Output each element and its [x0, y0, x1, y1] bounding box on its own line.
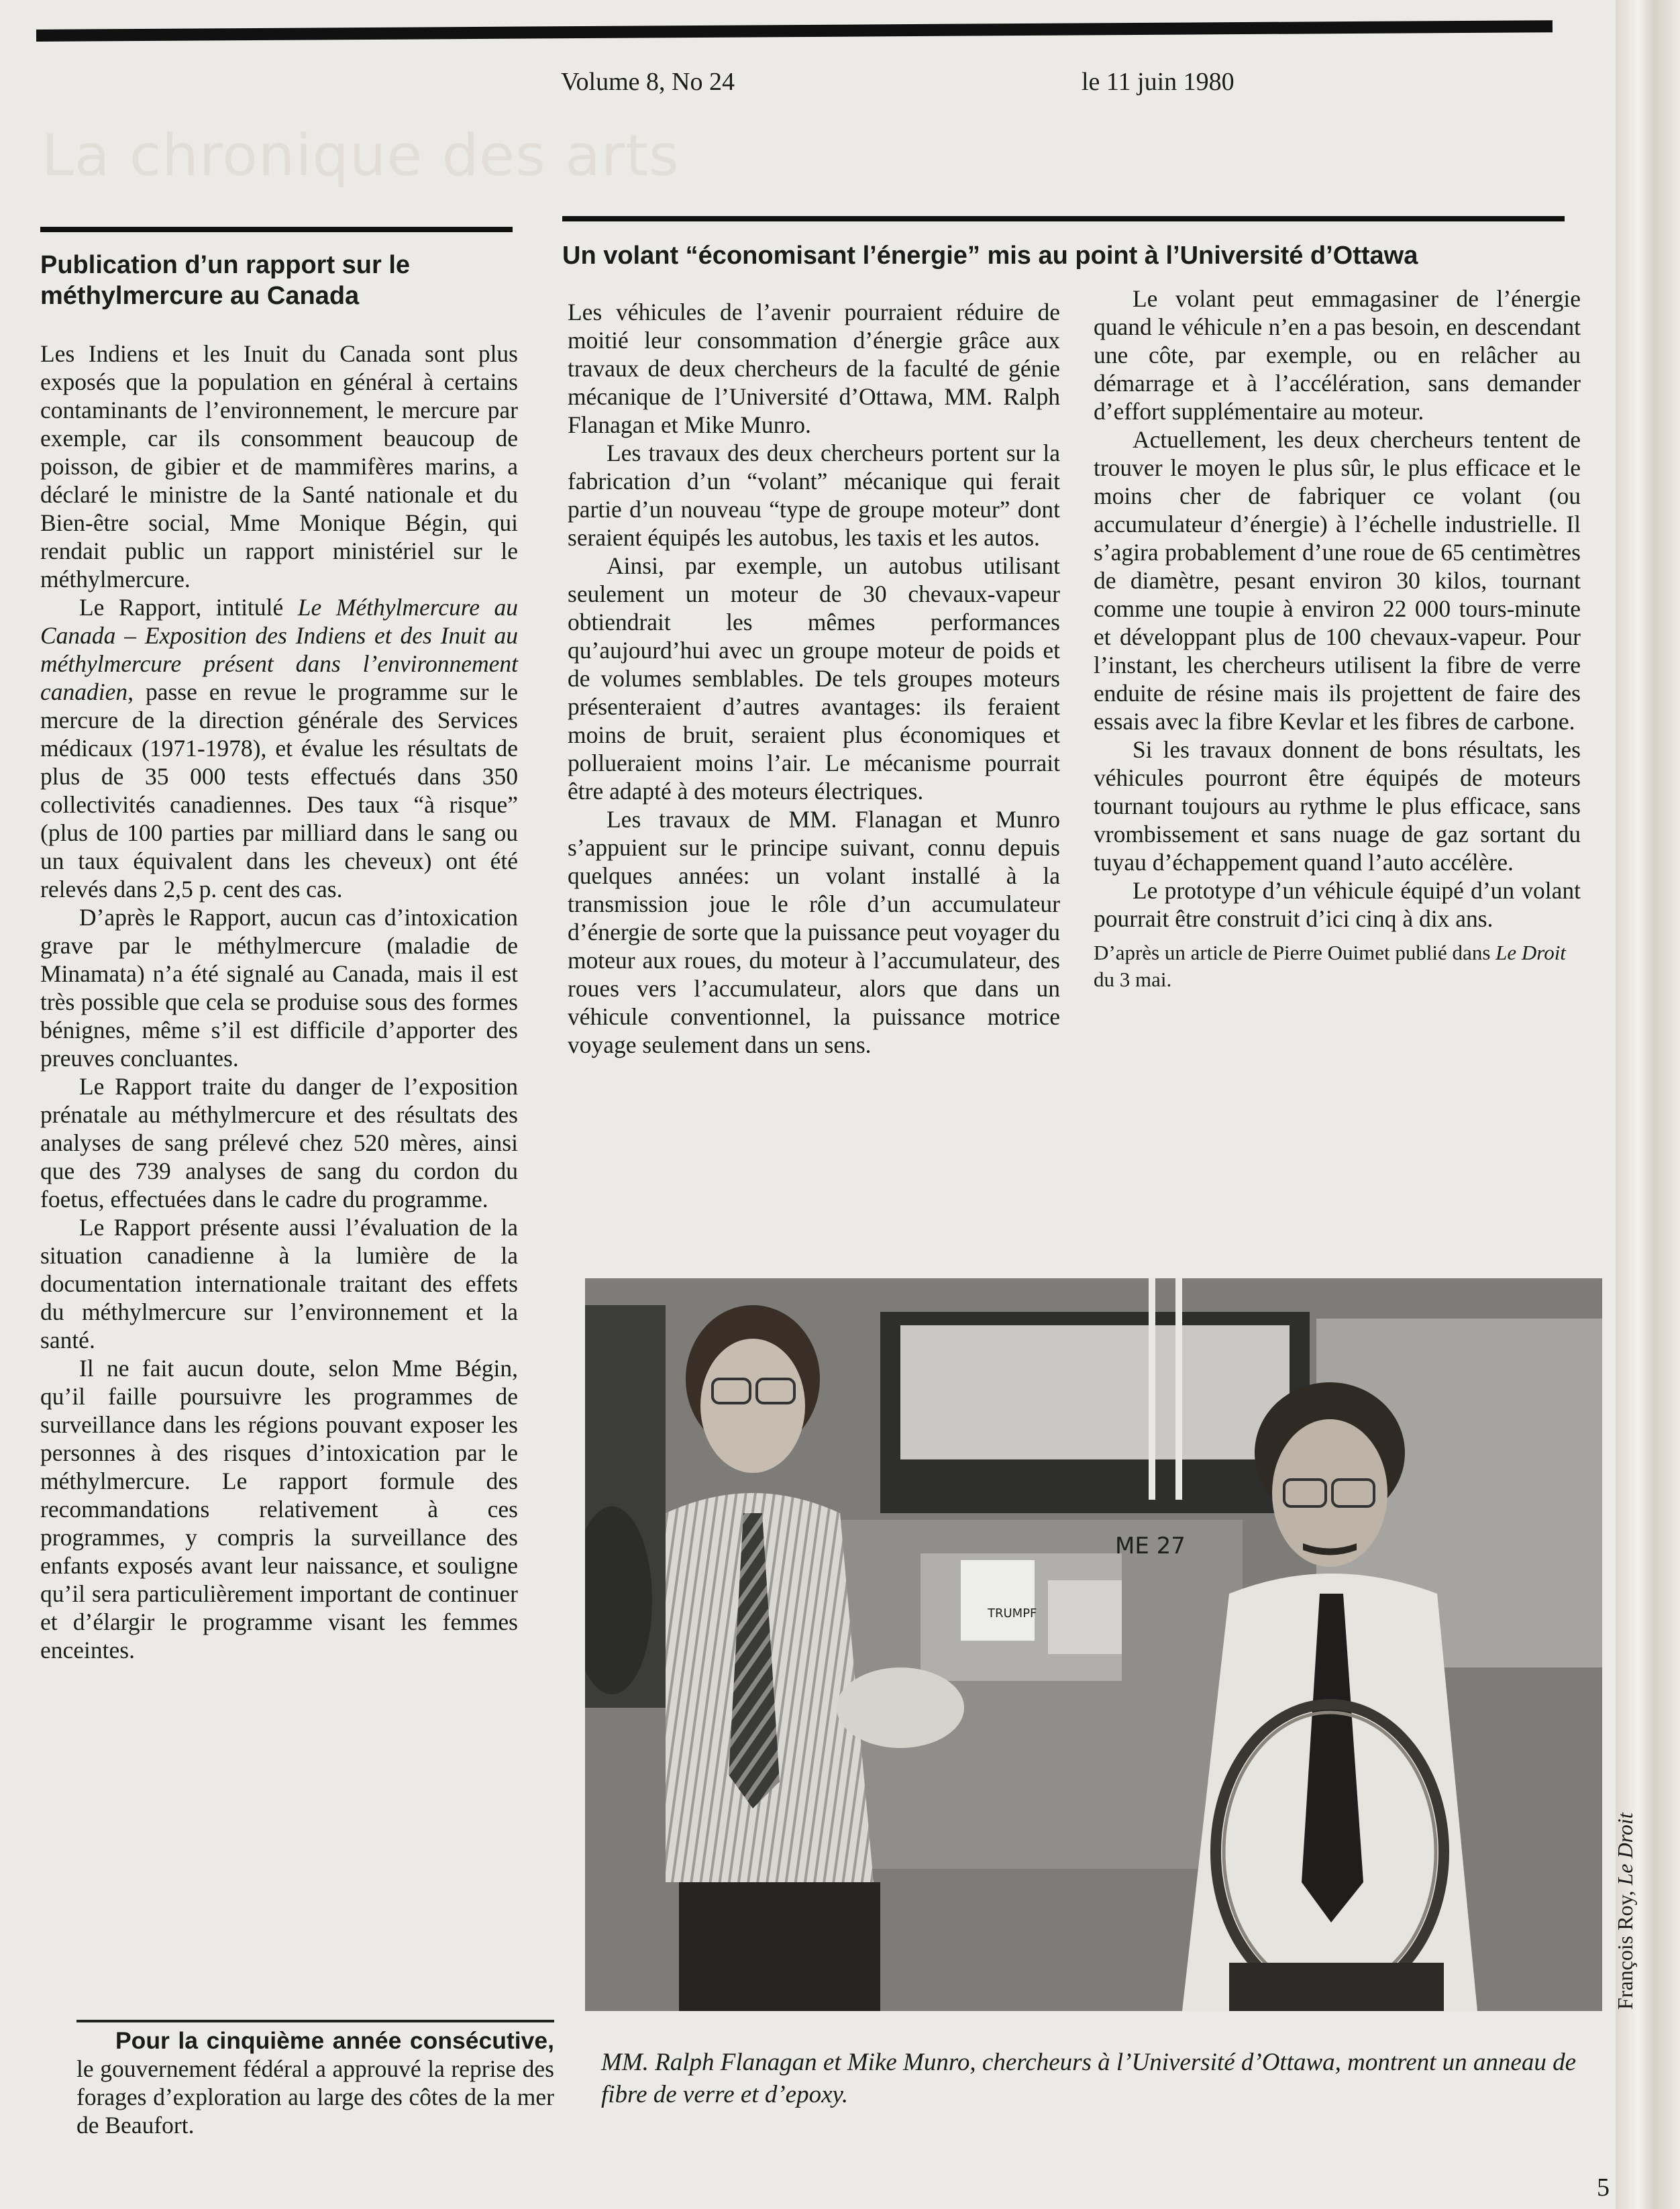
- source-publication: Le Droit: [1495, 941, 1566, 964]
- article1-body: [40, 340, 518, 1664]
- source-note: [1094, 939, 1581, 993]
- photo-caption: MM. Ralph Flanagan et Mike Munro, chercheurs à l’Université d’Ottawa, montrent un anneau de fibre de verre et d’epoxy.: [601, 2049, 1576, 2108]
- issue-volume: Volume 8, No 24: [561, 68, 735, 96]
- researchers-photo: [585, 1278, 1602, 2011]
- text-run: passe en revue le programme sur le mercure de la direction générale des Services médicaux (1971-1978), et évalue les résultats de plus de 35 000 tests effectués dans 350 collectivités canadiennes. Des taux “à risque” (plus de 100 parties par milliard dans le sang ou un taux équivalent dans les cheveux) ont été relevés dans 2,5 p. cent des cas.: [40, 678, 518, 903]
- article2-paragraph: Le volant peut emmagasiner de l’énergie quand le véhicule n’en a pas besoin, en descendant une côte, par exemple, ou en relâcher au démarrage et à l’accélération, sans demander d’effort supplémentaire au moteur.: [1094, 285, 1581, 425]
- text-run: François Roy,: [1613, 1885, 1637, 2010]
- machine-label: ME 27: [1115, 1533, 1186, 1559]
- article1-rule: [40, 227, 513, 232]
- article1-title: Publication d’un rapport sur le méthylmercure au Canada: [40, 251, 411, 310]
- brief-text: le gouvernement fédéral a approuvé la reprise des forages d’exploration au large des côtes de la mer de Beaufort.: [76, 2055, 554, 2139]
- article2-paragraph: Ainsi, par exemple, un autobus utilisant seulement un moteur de 30 chevaux-vapeur obtiendrait les mêmes performances qu’aujourd’hui avec un groupe moteur de poids et de volumes semblables. De tels groupes moteurs présenteraient d’autres avantages: ils feraient moins de bruit, seraient plus économiques et pollueraient moins l’air. Le mécanisme pourrait être adapté à des moteurs électriques.: [568, 552, 1060, 805]
- article2-rule: [562, 216, 1565, 221]
- brief-paragraph: [76, 2026, 554, 2139]
- issue-date: le 11 juin 1980: [1082, 68, 1235, 96]
- article2-column-2: [1094, 285, 1581, 993]
- page-number: 5: [1597, 2173, 1610, 2202]
- report-title: Le Méthylmercure au Canada – Exposition des Indiens et des Inuit au méthylmercure présent dans l’environnement canadien,: [40, 594, 519, 705]
- photo-credit: [1613, 1812, 1638, 2010]
- brand-plate: TRUMPF: [988, 1606, 1037, 1621]
- article2-paragraph: Le prototype d’un véhicule équipé d’un volant pourrait être construit d’ici cinq à dix ans.: [1094, 877, 1581, 932]
- article2-paragraph: Les travaux des deux chercheurs portent sur la fabrication d’un “volant” mécanique qui ferait partie d’un nouveau “type de groupe moteur” dont seraient équipés les autobus, les taxis et les autos.: [568, 440, 1060, 551]
- article2-column-1: [568, 298, 1060, 1059]
- credit-publication: Le Droit: [1613, 1812, 1637, 1886]
- news-brief: [76, 2026, 554, 2139]
- text-run: Le Rapport, intitulé: [79, 594, 298, 621]
- article1-paragraph: D’après le Rapport, aucun cas d’intoxication grave par le méthylmercure (maladie de Minamata) n’a été signalé au Canada, mais il est très possible que cela se produise sous des formes bénignes, même s’il est difficile d’apporter des preuves concluantes.: [40, 904, 518, 1072]
- article1-paragraph: Le Rapport traite du danger de l’exposition prénatale au méthylmercure et des résultats des analyses de sang prélevé chez 520 mères, ainsi que des 739 analyses de sang du cordon du foetus, effectuées dans le cadre du programme.: [40, 1073, 518, 1213]
- photo-illustration: [585, 1278, 1602, 2011]
- brief-lead: Pour la cinquième année consécutive,: [115, 2027, 554, 2054]
- article1-paragraph: [40, 593, 518, 903]
- article1-paragraph: Les Indiens et les Inuit du Canada sont plus exposés que la population en général à certains contaminants de l’environnement, le mercure par exemple, car ils consomment beaucoup de poisson, de gibier et de mammifères marins, a déclaré le ministre de la Santé nationale et du Bien-être social, Mme Monique Bégin, qui rendait public un rapport ministériel sur le méthylmercure.: [40, 340, 518, 593]
- show-through-masthead: La chronique des arts: [42, 122, 680, 189]
- article2-paragraph: Les véhicules de l’avenir pourraient réduire de moitié leur consommation d’énergie grâce aux travaux de deux chercheurs de la faculté de génie mécanique de l’Université d’Ottawa, MM. Ralph Flanagan et Mike Munro.: [568, 299, 1060, 438]
- brief-rule: [76, 2020, 554, 2022]
- text-run: D’après un article de Pierre Ouimet publié dans: [1094, 941, 1496, 964]
- text-run: du 3 mai.: [1094, 968, 1172, 991]
- article2-paragraph: Les travaux de MM. Flanagan et Munro s’appuient sur le principe suivant, connu depuis quelques années: un volant installé à la transmission joue le rôle d’un accumulateur d’énergie de sorte que la puissance peut voyager du moteur aux roues, du moteur à l’accumulateur, des roues vers l’accumulateur, alors que dans un véhicule conventionnel, la puissance motrice voyage seulement dans un sens.: [568, 806, 1060, 1058]
- article2-paragraph: Si les travaux donnent de bons résultats, les véhicules pourront être équipés de moteurs tournant toujours au rythme le plus efficace, sans vrombissement et sans nuage de gaz sortant du tuyau d’échappement quand l’auto accélère.: [1094, 736, 1581, 876]
- article2-title: Un volant “économisant l’énergie” mis au point à l’Université d’Ottawa: [562, 242, 1418, 270]
- article2-paragraph: Actuellement, les deux chercheurs tentent de trouver le moyen le plus sûr, le plus efficace et le moins cher de fabriquer ce volant (ou accumulateur d’énergie) à l’échelle industrielle. Il s’agira probablement d’une roue de 65 centimètres de diamètre, pesant environ 30 kilos, tournant comme une toupie à environ 22 000 tours-minute et développant plus de 100 chevaux-vapeur. Pour l’instant, les chercheurs utilisent la fibre de verre enduite de résine mais ils projettent de faire des essais avec la fibre Kevlar et les fibres de carbone.: [1094, 426, 1581, 735]
- top-rule: [36, 20, 1553, 42]
- article1-paragraph: Il ne fait aucun doute, selon Mme Bégin, qu’il faille poursuivre les programmes de surveillance dans les régions pouvant exposer les personnes à des risques d’intoxication par le méthylmercure. Le rapport formule des recommandations relativement à ces programmes, y compris la surveillance des enfants exposés avant leur naissance, et souligne qu’il sera particulièrement important de continuer et d’élargir le programme visant les femmes enceintes.: [40, 1355, 518, 1663]
- article1-paragraph: Le Rapport présente aussi l’évaluation de la situation canadienne à la lumière de la documentation internationale traitant des effets du méthylmercure sur l’environnement et la santé.: [40, 1214, 518, 1353]
